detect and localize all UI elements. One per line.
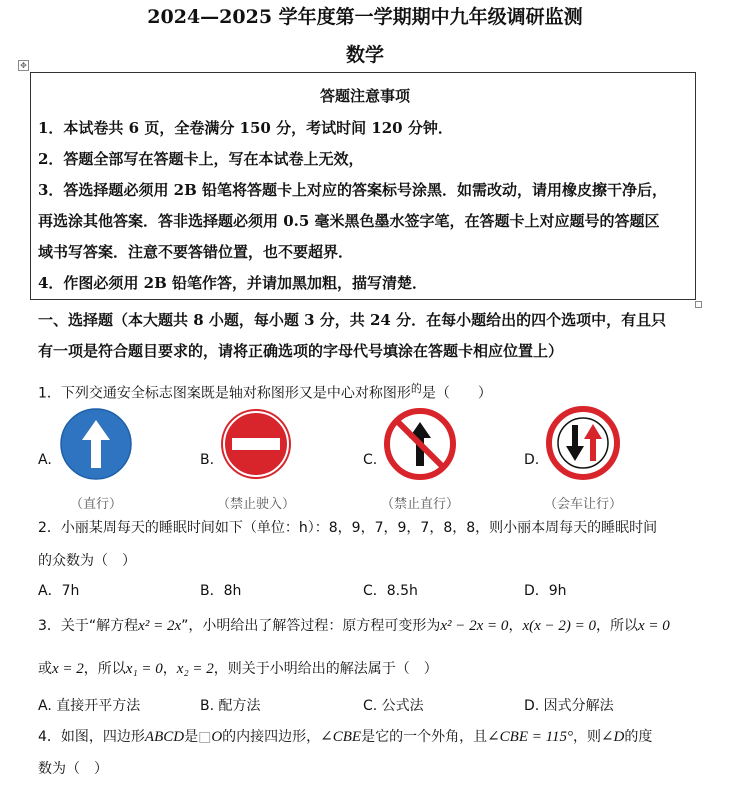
q1-option-d-letter[interactable]: D.: [524, 452, 540, 468]
q1-caption-a: （直行）: [69, 497, 122, 512]
section-heading-line-2: 有一项是符合题目要求的，请将正确选项的字母代号填涂在答题卡相应位置上）: [38, 342, 564, 360]
notice-line-2: 2．答题全部写在答题卡上，写在本试卷上无效，: [38, 150, 364, 168]
q1-caption-d: （会车让行）: [543, 497, 622, 512]
move-anchor-icon[interactable]: ✥: [18, 60, 29, 71]
q3-option-b[interactable]: B. 配方法: [200, 698, 261, 714]
subject-title: 数学: [345, 44, 384, 66]
q1-option-b-letter[interactable]: B.: [200, 452, 215, 468]
notice-heading: 答题注意事项: [319, 87, 410, 105]
yield-oncoming-sign-icon: [546, 406, 620, 480]
q2-option-a[interactable]: A．7h: [38, 583, 80, 599]
q3-stem-line-1: 3．关于“解方程x² = 2x”，小明给出了解答过程：原方程可变形为x² − 2x = 0，x(x − 2) = 0，所以x = 0: [38, 618, 670, 634]
q4-stem-line-2: 数为（ ）: [38, 761, 108, 777]
q2-option-d[interactable]: D．9h: [524, 583, 567, 599]
q2-stem-line-2: 的众数为（ ）: [38, 553, 136, 569]
straight-ahead-sign-icon: [60, 408, 132, 480]
q2-option-b[interactable]: B．8h: [200, 583, 242, 599]
q3-option-c[interactable]: C. 公式法: [363, 698, 424, 714]
notice-line-1: 1．本试卷共 6 页，全卷满分 150 分，考试时间 120 分钟．: [38, 119, 453, 137]
q1-option-c-letter[interactable]: C.: [363, 452, 378, 468]
page-title: 2024—2025 学年度第一学期期中九年级调研监测: [147, 6, 583, 28]
no-entry-sign-icon: [220, 408, 292, 480]
q2-option-c[interactable]: C．8.5h: [363, 583, 418, 599]
q4-stem-line-1: 4．如图，四边形ABCD是□O的内接四边形，∠CBE是它的一个外角，且∠CBE = 115°，则∠D的度: [38, 729, 653, 745]
section-heading-line-1: 一、选择题（本大题共 8 小题，每小题 3 分，共 24 分．在每小题给出的四个选项中，有且只: [38, 311, 667, 329]
q3-option-d[interactable]: D. 因式分解法: [524, 698, 614, 714]
resize-handle[interactable]: [695, 301, 702, 308]
q1-caption-c: （禁止直行）: [380, 497, 459, 512]
q1-option-a-letter[interactable]: A.: [38, 452, 52, 468]
notice-line-4: 再选涂其他答案．答非选择题必须用 0.5 毫米黑色墨水签字笔，在答题卡上对应题号的答题区: [38, 212, 660, 230]
missing-glyph-box-icon: □: [198, 729, 212, 745]
q2-stem-line-1: 2．小丽某周每天的睡眠时间如下（单位：h）：8，9，7，9，7，8，8，则小丽本周每天的睡眠时间: [38, 520, 658, 536]
no-straight-sign-icon: [384, 408, 456, 480]
notice-line-6: 4．作图必须用 2B 铅笔作答，并请加黑加粗，描写清楚．: [38, 274, 427, 292]
notice-line-3: 3．答选择题必须用 2B 铅笔将答题卡上对应的答案标号涂黑．如需改动，请用橡皮擦干净后，: [38, 181, 668, 199]
notice-line-5: 域书写答案．注意不要答错位置，也不要超界．: [38, 243, 354, 261]
q3-stem-line-2: 或x = 2，所以x₁ = 0，x₂ = 2，则关于小明给出的解法属于（ ）: [38, 661, 438, 677]
q1-caption-b: （禁止驶入）: [216, 497, 295, 512]
q3-option-a[interactable]: A. 直接开平方法: [38, 698, 141, 714]
q1-stem: 1．下列交通安全标志图案既是轴对称图形又是中心对称图形$^的$是（ ）: [38, 382, 492, 402]
